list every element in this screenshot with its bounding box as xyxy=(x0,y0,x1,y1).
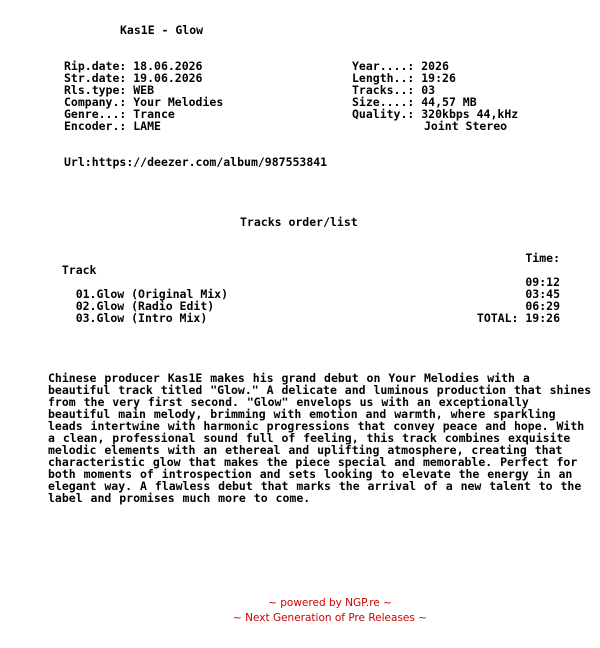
tracklist-heading: Tracks order/list xyxy=(240,215,358,229)
quality-value: 320kbps 44,kHz xyxy=(421,107,519,121)
rls-type-label: Rls.type: xyxy=(64,83,127,97)
total-label: TOTAL: xyxy=(476,311,519,325)
total-time xyxy=(477,312,560,324)
encoder-row xyxy=(64,120,161,132)
company-label: Company.: xyxy=(64,95,127,109)
length-value: 19:26 xyxy=(421,71,456,85)
genre-value: Trance xyxy=(133,107,175,121)
time-column-header: Time: xyxy=(525,251,560,265)
footer-powered-by: ~ powered by NGP.re ~ xyxy=(268,597,392,609)
album-url-link[interactable]: https://deezer.com/album/987553841 xyxy=(91,155,328,169)
total-value: 19:26 xyxy=(525,311,560,325)
footer-tagline: ~ Next Generation of Pre Releases ~ xyxy=(233,612,427,624)
track-name: 02.Glow (Radio Edit) xyxy=(75,299,215,313)
genre-label: Genre...: xyxy=(64,107,127,121)
stereo-row xyxy=(424,120,507,132)
year-label: Year....: xyxy=(352,59,415,73)
company-value: Your Melodies xyxy=(133,95,224,109)
str-date-label: Str.date: xyxy=(64,71,127,85)
stereo-value: Joint Stereo xyxy=(424,119,508,133)
track-column-header: Track xyxy=(61,263,97,277)
release-description: Chinese producer Kas1E makes his grand debut on Your Melodies with a beautiful track titled "Glow." A delicate and luminous production that shines from the very first second. "Glow" envelops us with an exceptionally beautiful main melody, brimming with emotion and warmth, where sparkling leads intertwine with harmonic progressions that convey peace and hope. With a clean, professional sound full of feeling, this track combines exquisite melodic elements with an ethereal and uplifting atmosphere, creating that characteristic glow that makes the piece special and memorable. Perfect for both moments of introspection and sets looking to elevate the energy in an elegant way. A flawless debut that marks the arrival of a new talent to the label and promises much more to come. xyxy=(48,371,592,505)
quality-label: Quality.: xyxy=(352,107,415,121)
tracks-count-value: 03 xyxy=(421,83,436,97)
encoder-value: LAME xyxy=(133,119,161,133)
url-row xyxy=(64,156,327,168)
url-label: Url: xyxy=(64,155,92,169)
encoder-label: Encoder.: xyxy=(64,119,127,133)
track-time: 09:12 xyxy=(525,275,560,289)
length-label: Length..: xyxy=(352,71,415,85)
rip-date-value: 18.06.2026 xyxy=(133,59,203,73)
rls-type-value: WEB xyxy=(133,83,155,97)
size-label: Size....: xyxy=(352,95,415,109)
track-name: 03.Glow (Intro Mix) xyxy=(75,311,208,325)
tracklist-header-row xyxy=(48,251,560,277)
track-time: 06:29 xyxy=(525,299,560,313)
release-title: Kas1E - Glow xyxy=(120,23,204,37)
str-date-value: 19.06.2026 xyxy=(133,71,203,85)
year-value: 2026 xyxy=(421,59,449,73)
rip-date-label: Rip.date: xyxy=(64,59,127,73)
track-time: 03:45 xyxy=(525,287,560,301)
track-name: 01.Glow (Original Mix) xyxy=(75,287,229,301)
size-value: 44,57 MB xyxy=(421,95,477,109)
total-row xyxy=(48,312,560,324)
tracks-count-label: Tracks..: xyxy=(352,83,415,97)
